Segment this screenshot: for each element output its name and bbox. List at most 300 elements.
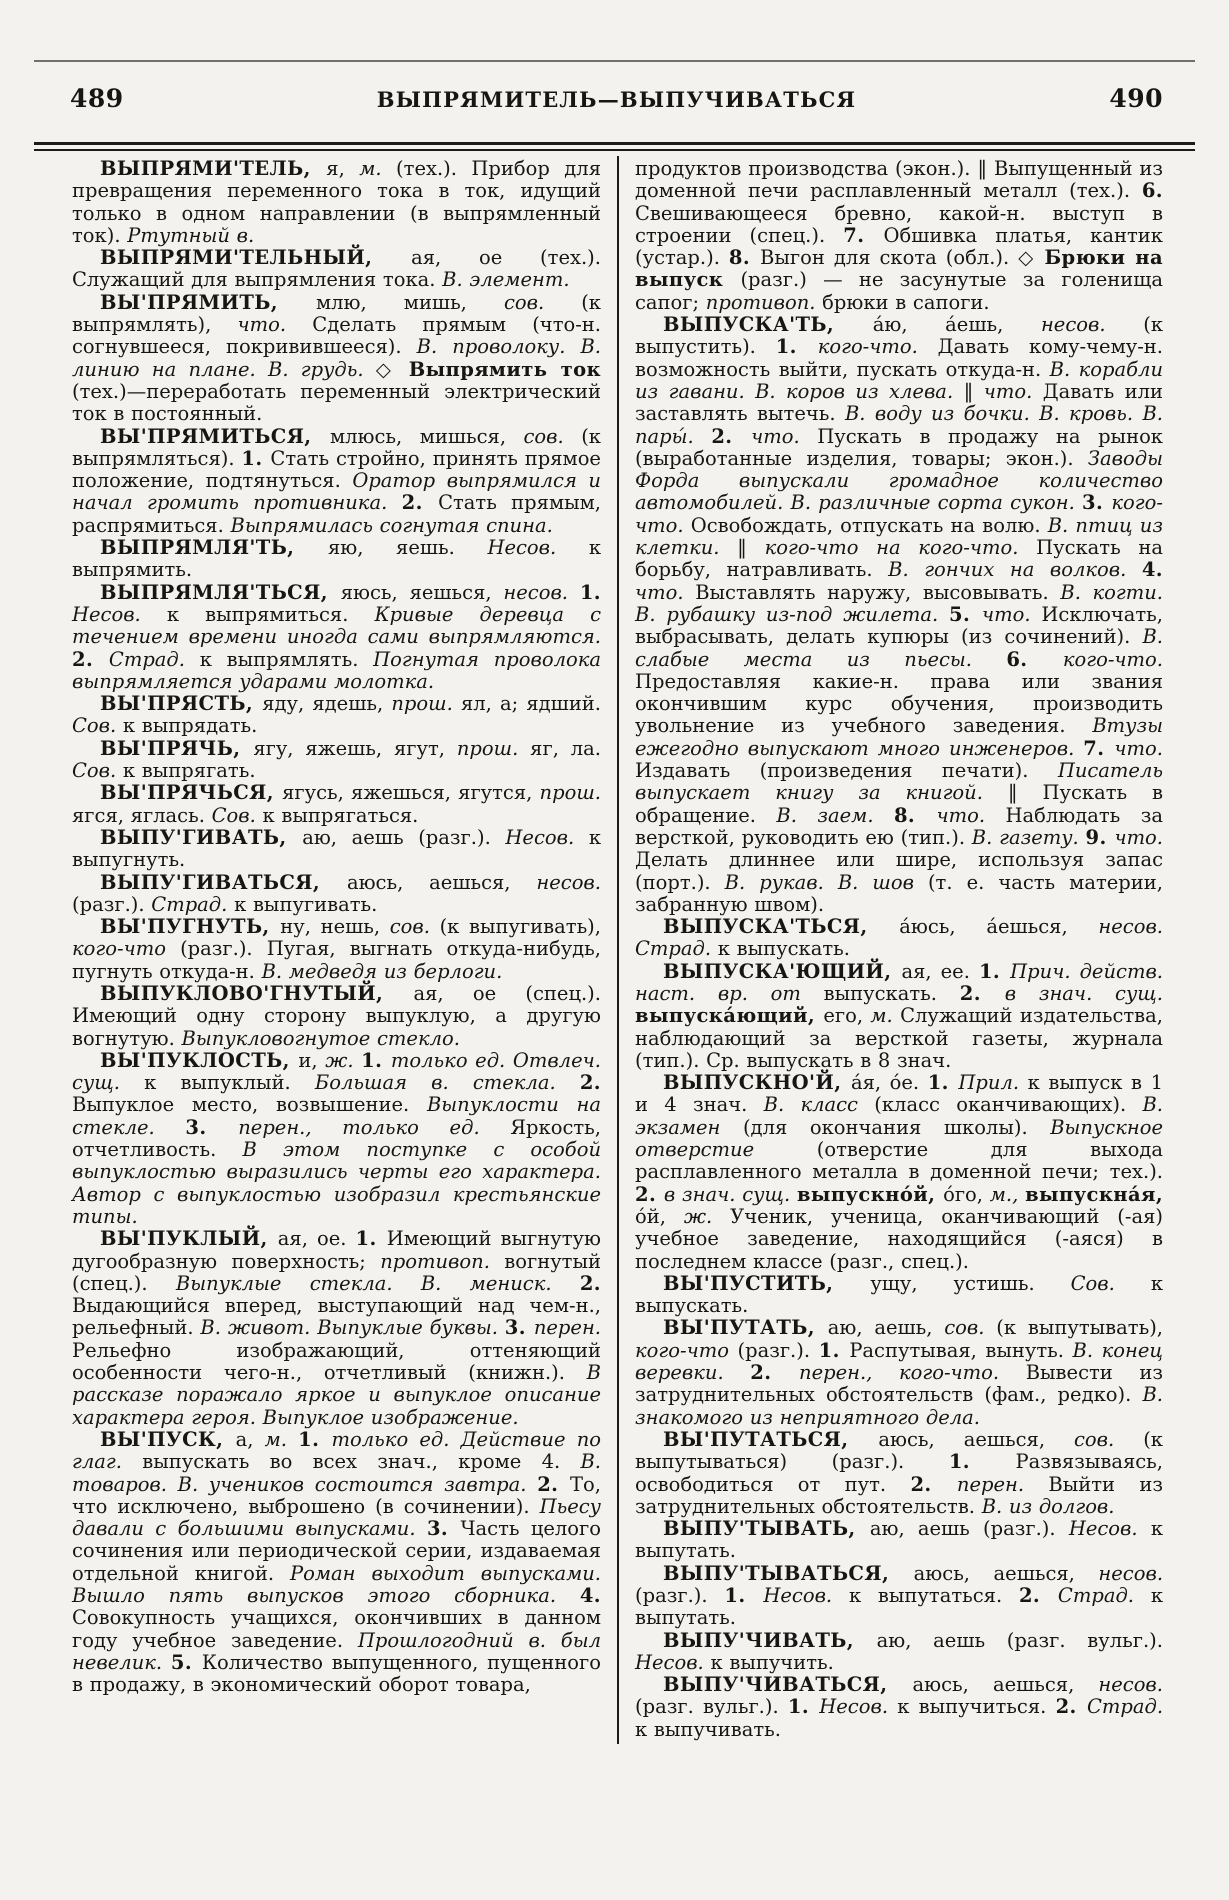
dictionary-entry: [72, 247, 601, 292]
entry-italic-text: перен., кого-что.: [799, 1361, 1026, 1385]
entry-bold-text: ВЫПУ'ТЫВАТЬСЯ,: [663, 1561, 914, 1585]
entry-text: ◇: [375, 357, 409, 381]
entry-text: и,: [298, 1048, 326, 1072]
entry-text: а́юсь, а́ешься,: [899, 915, 1099, 939]
entry-italic-text: сов.: [944, 1316, 997, 1340]
entry-bold-text: ВЫПУСКНО'Й,: [663, 1071, 851, 1095]
entry-bold-text: ВЫПРЯМИ'ТЕЛЬНЫЙ,: [100, 246, 412, 270]
entry-text: аю, аешь (разг.).: [302, 825, 506, 849]
entry-text: к выпугивать.: [234, 892, 378, 916]
entry-bold-text: 1.: [724, 1584, 764, 1607]
entry-bold-text: Брюки на выпуск: [635, 246, 1164, 292]
entry-italic-text: несов. Страд.: [635, 915, 1163, 961]
entry-text: Обшивка платья, кантик (устар.).: [635, 223, 1163, 270]
entry-italic-text: Прич. действ. наст. вр. от: [635, 959, 1163, 1005]
entry-text: ягся, яглась.: [72, 803, 212, 827]
dictionary-entry: [72, 582, 601, 693]
entry-text: ял, а; ядший.: [460, 692, 602, 716]
entry-bold-text: 2.: [959, 981, 1005, 1005]
entry-bold-text: 8.: [893, 803, 937, 827]
entry-bold-text: 1.: [978, 959, 1011, 983]
entry-italic-text: Страд.: [1086, 1695, 1164, 1719]
entry-italic-text: В. рукав. В. шов: [724, 870, 928, 894]
entry-bold-text: 1.: [361, 1048, 391, 1072]
dictionary-entry: [72, 1429, 601, 1697]
entry-text: яду, ядешь,: [262, 692, 392, 716]
entry-italic-text: Роман выходит выпусками. Вышло пять выпусков этого сборника.: [72, 1561, 601, 1607]
entry-text: (т. е. часть материи, забранную швом).: [635, 870, 1163, 916]
entry-text: Рельефно изображающий, оттеняющий особенности чего-н., отчетливый (книжн.).: [72, 1338, 601, 1385]
page-top-edge-rule: [34, 60, 1195, 62]
entry-italic-text: В. класс: [763, 1093, 875, 1117]
entry-italic-text: Несов.: [487, 536, 589, 560]
dictionary-entry: [635, 1563, 1163, 1630]
entry-text: Яркость, отчетливость.: [72, 1115, 601, 1162]
entry-italic-text: что.: [982, 602, 1042, 626]
entry-bold-text: 3.: [426, 1517, 461, 1541]
entry-text: ая, ое (тех.). Служащий для выпрямления тока.: [72, 246, 601, 292]
entry-bold-text: ВЫ'ПУГНУТЬ,: [100, 915, 281, 939]
entry-text: млю, мишь,: [316, 290, 504, 314]
entry-italic-text: Прошлогодний в. был невелик.: [72, 1628, 602, 1674]
entry-text: ‖: [963, 379, 984, 403]
entry-text: (тех.)—переработать переменный электрический ток в постоянный.: [72, 379, 601, 426]
dictionary-entry: [72, 292, 601, 426]
entry-text: (разг.).: [72, 892, 152, 916]
entry-text: Сделать прямым (что-н. согнувшееся, покривившееся).: [72, 313, 602, 359]
entry-text: Имеющий выгнутую дугообразную поверхность;: [72, 1227, 601, 1273]
entry-bold-text: ВЫ'ПУКЛЫЙ,: [100, 1227, 278, 1251]
dictionary-entry: [635, 1518, 1163, 1563]
entry-bold-text: 2.: [711, 424, 752, 448]
entry-bold-text: ВЫ'ПРЯМИТЬ,: [100, 290, 316, 314]
entry-bold-text: 9.: [1085, 825, 1115, 849]
entry-text: его,: [823, 1004, 871, 1028]
entry-italic-text: Сов.: [211, 803, 263, 827]
entry-italic-text: кого-что.: [817, 335, 938, 359]
entry-text: выпускать.: [823, 981, 960, 1005]
entry-text: ‖ Пускать в обращение.: [635, 781, 1163, 827]
dictionary-entry: [72, 738, 601, 783]
entry-bold-text: 2.: [537, 1472, 571, 1496]
entry-bold-text: ВЫПУСКА'ЮЩИЙ,: [663, 959, 902, 983]
dictionary-entry: [635, 916, 1163, 961]
entry-text: Выставлять наружу, высовывать.: [695, 580, 1061, 604]
entry-text: к выпутать.: [635, 1517, 1163, 1563]
entry-bold-text: 1.: [241, 446, 271, 470]
entry-bold-text: ВЫПУСКА'ТЬСЯ,: [663, 915, 900, 939]
entry-bold-text: 1.: [579, 580, 602, 604]
entry-italic-text: прош.: [391, 692, 461, 716]
entry-bold-text: 1.: [948, 1450, 1016, 1474]
entry-text: Наблюдать за версткой, руководить ею (тип.).: [635, 803, 1163, 849]
entry-italic-text: В. корабли из гавани. В. коров из хлева.: [635, 357, 1163, 403]
entry-text: аюсь, аешься,: [878, 1427, 1074, 1451]
entry-italic-text: Выпукловогнутое стекло.: [181, 1026, 460, 1050]
entry-italic-text: прош.: [539, 781, 601, 805]
entry-text: Свешивающееся бревно, какой-н. выступ в строении (спец.).: [635, 201, 1163, 247]
entry-italic-text: в знач. сущ.: [1004, 981, 1163, 1005]
entry-italic-text: несов.: [536, 870, 601, 894]
entry-italic-text: Писатель выпускает книгу за книгой.: [635, 759, 1163, 805]
entry-text: Делать длиннее или шире, используя запас (порт.).: [635, 848, 1163, 894]
entry-bold-text: 6.: [1006, 647, 1063, 671]
dictionary-entry: [635, 158, 1163, 314]
entry-italic-text: что.: [237, 313, 313, 337]
entry-text: Издавать (произведения печати).: [635, 759, 1058, 783]
entry-italic-text: Страд.: [1057, 1584, 1151, 1607]
entry-bold-text: 2.: [401, 491, 439, 515]
entry-text: к выпрягать.: [122, 759, 256, 783]
entry-text: аюсь, аешься,: [912, 1673, 1099, 1697]
entry-text: Давать кому-чему-н. возможность выйти, пускать откуда-н.: [635, 335, 1164, 381]
header-double-rule: [34, 142, 1195, 151]
entry-bold-text: ВЫ'ПРЯМИТЬСЯ,: [100, 424, 330, 448]
entry-text: к выпрямлять.: [199, 647, 374, 671]
entry-italic-text: В. птиц из клетки.: [635, 513, 1163, 560]
entry-italic-text: м.: [870, 1004, 901, 1028]
entry-italic-text: что.: [936, 803, 1006, 827]
entry-italic-text: В. когти. В. рубашку из-под жилета.: [635, 580, 1163, 626]
entry-bold-text: ВЫПРЯМЛЯ'ТЬСЯ,: [100, 580, 341, 604]
entry-text: яюсь, яешься,: [340, 580, 504, 604]
entry-bold-text: 2.: [72, 647, 109, 671]
entry-italic-text: Сов.: [72, 714, 123, 738]
entry-italic-text: В. медведя из берлоги.: [261, 959, 503, 983]
dictionary-entry: [72, 827, 601, 872]
entry-bold-text: ВЫПУ'ГИВАТЬСЯ,: [100, 870, 347, 894]
right-column: [617, 158, 1163, 1741]
entry-text: а,: [235, 1427, 265, 1451]
entry-text: (к выпрямляться).: [72, 424, 601, 470]
entry-italic-text: В. гончих на волков.: [888, 558, 1142, 582]
entry-text: (тех.). Прибор для превращения переменного тока в ток, идущий только в одном направлении (в выпрямленный ток).: [72, 157, 601, 247]
entry-italic-text: несов.: [1098, 1673, 1163, 1697]
entry-bold-text: 2.: [579, 1071, 602, 1095]
entry-bold-text: ВЫПУ'ТЫВАТЬ,: [663, 1517, 870, 1541]
entry-text: ягусь, яжешься, ягутся,: [282, 781, 540, 805]
dictionary-entry: [72, 158, 601, 247]
dictionary-entry: [635, 1674, 1163, 1741]
entry-bold-text: 6.: [1141, 179, 1163, 203]
entry-text: к выпуск в 1 и 4 знач.: [635, 1071, 1163, 1117]
entry-italic-text: В. проволоку. В. линию на плане. В. грудь.: [72, 335, 601, 381]
entry-bold-text: 4.: [579, 1584, 601, 1607]
entry-italic-text: что.: [983, 379, 1043, 403]
text-columns: [72, 158, 1163, 1741]
entry-italic-text: Несов.: [635, 1650, 711, 1674]
entry-italic-text: В рассказе поражало яркое и выпуклое описание характера героя. Выпуклое изображение.: [72, 1361, 601, 1429]
entry-italic-text: Ртутный в.: [127, 223, 255, 247]
entry-italic-text: Выпрямилась согнутая спина.: [230, 513, 553, 537]
entry-bold-text: 5.: [949, 602, 982, 626]
entry-bold-text: ВЫПУ'ГИВАТЬ,: [100, 825, 303, 849]
running-title: ВЫПРЯМИТЕЛЬ—ВЫПУЧИВАТЬСЯ: [376, 87, 857, 112]
entry-text: млюсь, мишься,: [329, 424, 524, 448]
entry-bold-text: 1.: [298, 1427, 332, 1451]
entry-text: Вывести из затруднительных обстоятельств (фам., редко).: [635, 1361, 1164, 1407]
entry-text: яг, ла.: [530, 736, 601, 760]
entry-italic-text: м.,: [989, 1182, 1026, 1206]
entry-text: ая, ее.: [901, 959, 979, 983]
dictionary-entry: [72, 1228, 601, 1429]
entry-italic-text: Несов.: [505, 825, 589, 849]
entry-italic-text: В. из долгов.: [981, 1494, 1115, 1518]
entry-text: (класс оканчивающих).: [874, 1093, 1143, 1117]
entry-text: ущу, устишь.: [870, 1271, 1071, 1295]
entry-bold-text: ВЫПУ'ЧИВАТЬСЯ,: [663, 1673, 913, 1697]
entry-text: к выпрямиться.: [166, 602, 375, 626]
entry-italic-text: кого-что.: [1062, 647, 1163, 671]
entry-bold-text: ВЫПУСКА'ТЬ,: [663, 313, 873, 337]
entry-italic-text: Оратор выпрямился и начал громить противника.: [72, 469, 601, 515]
entry-text: к выпучивать.: [635, 1717, 781, 1741]
entry-bold-text: ВЫ'ПУСК,: [100, 1427, 236, 1451]
dictionary-entry: [72, 426, 601, 537]
entry-italic-text: перен.: [956, 1472, 1049, 1496]
page-number-left: 489: [70, 84, 124, 113]
entry-italic-text: В этом поступке с особой выпуклостью выразились черты его характера. Автор с выпуклостью изобразил крестьянские типы.: [72, 1138, 601, 1228]
entry-italic-text: ж.: [325, 1048, 362, 1072]
entry-text: (к выпутываться) (разг.).: [635, 1427, 1163, 1474]
entry-bold-text: 2.: [910, 1472, 957, 1496]
entry-text: Распутывая, вынуть.: [849, 1338, 1073, 1362]
dictionary-entry: [72, 537, 601, 582]
entry-text: Ученик, ученица, оканчивающий (-ая) учебное заведение, находящийся (-аяся) в последнем классе (разг., спец.).: [635, 1204, 1163, 1273]
entry-italic-text: кого-что: [635, 1338, 738, 1362]
dictionary-entry: [635, 1630, 1163, 1675]
entry-text: Исключать, выбрасывать, делать купюры (из сочинений).: [635, 602, 1163, 649]
entry-italic-text: сов.: [1074, 1427, 1144, 1451]
entry-text: Часть целого сочинения или периодической серии, издаваемая отдельной книгой.: [72, 1517, 601, 1585]
entry-bold-text: 2.: [1055, 1695, 1087, 1719]
entry-bold-text: 3.: [1082, 491, 1112, 515]
entry-italic-text: Несов.: [763, 1584, 849, 1607]
entry-text: выпускать во всех знач., кроме 4.: [142, 1450, 581, 1474]
entry-bold-text: 8.: [728, 246, 761, 270]
entry-bold-text: ВЫПУКЛОВО'ГНУТЫЙ,: [100, 981, 414, 1005]
entry-bold-text: ВЫ'ПРЯЧЬ,: [100, 736, 254, 760]
entry-text: (для окончания школы).: [742, 1115, 1051, 1139]
entry-italic-text: Втузы ежегодно выпускают много инженеров.: [635, 714, 1163, 760]
entry-text: ‖: [737, 536, 765, 560]
entry-text: Выйти из затруднительных обстоятельств.: [635, 1472, 1163, 1518]
entry-text: ягу, яжешь, ягут,: [253, 736, 457, 760]
entry-text: к выпрягаться.: [262, 803, 419, 827]
entry-text: аюсь, аешься,: [346, 870, 537, 894]
entry-italic-text: Погнутая проволока выпрямляется ударами молотка.: [72, 647, 602, 693]
entry-text: аю, аешь (разг. вульг.).: [876, 1628, 1163, 1652]
entry-bold-text: ВЫПУ'ЧИВАТЬ,: [663, 1628, 877, 1652]
entry-italic-text: В. элемент.: [442, 268, 570, 292]
dictionary-entry: [635, 314, 1163, 916]
entry-bold-text: 2.: [750, 1361, 800, 1385]
entry-text: ая, ое.: [277, 1227, 356, 1251]
entry-italic-text: ж.: [683, 1204, 731, 1228]
entry-italic-text: Выпуклости на стекле.: [72, 1093, 601, 1139]
entry-italic-text: несов.: [1040, 313, 1144, 337]
entry-italic-text: В. конец веревки.: [635, 1338, 1163, 1385]
entry-italic-text: несов.: [1098, 1561, 1164, 1585]
dictionary-entry: [635, 961, 1163, 1072]
entry-italic-text: Выпускное отверстие: [635, 1115, 1163, 1162]
entry-text: Пускать в продажу на рынок (выработанные изделия, товары; экон.).: [635, 424, 1163, 470]
entry-bold-text: выпускно́й,: [796, 1182, 944, 1206]
dictionary-entry: [635, 1072, 1163, 1273]
entry-text: к выпутать.: [635, 1584, 1163, 1630]
entry-bold-text: ВЫ'ПУТАТЬСЯ,: [663, 1427, 879, 1451]
entry-text: к выпучиться.: [897, 1695, 1056, 1719]
page-header: [70, 84, 1163, 113]
entry-bold-text: 1.: [355, 1227, 387, 1251]
entry-text: к выпускать.: [717, 937, 850, 961]
entry-italic-text: В. знакомого из неприятного дела.: [635, 1383, 1163, 1429]
entry-italic-text: Большая в. стекла.: [314, 1071, 580, 1095]
entry-italic-text: Пьесу давали с большими выпусками.: [72, 1494, 601, 1541]
entry-text: (к выпрямлять),: [72, 290, 601, 337]
entry-bold-text: ВЫ'ПУСТИТЬ,: [663, 1271, 871, 1295]
entry-text: Развязываясь, освободиться от пут.: [635, 1450, 1163, 1496]
entry-text: Выдающийся вперед, выступающий над чем-н., рельефный.: [72, 1294, 601, 1340]
entry-bold-text: выпуска́ющий,: [635, 1004, 824, 1028]
entry-italic-text: кого-что на кого-что.: [764, 536, 1037, 560]
entry-italic-text: сов.: [523, 424, 582, 448]
entry-bold-text: 2.: [1018, 1584, 1058, 1607]
entry-bold-text: 3.: [504, 1316, 534, 1340]
entry-italic-text: кого-что: [72, 937, 181, 961]
entry-bold-text: ВЫ'ПУКЛОСТЬ,: [100, 1048, 299, 1072]
entry-text: к выпугнуть.: [72, 825, 601, 872]
dictionary-entry: [72, 983, 601, 1050]
entry-italic-text: только ед. Отвлеч. сущ.: [72, 1048, 601, 1095]
dictionary-entry: [72, 782, 601, 827]
entry-bold-text: 1.: [787, 1695, 820, 1719]
dictionary-entry: [635, 1429, 1163, 1518]
entry-bold-text: ВЫ'ПРЯСТЬ,: [100, 692, 263, 716]
entry-text: к выпрямить.: [72, 536, 601, 582]
left-column: [72, 158, 617, 1741]
entry-bold-text: 7.: [1083, 736, 1115, 760]
entry-text: к выпускать.: [635, 1271, 1163, 1318]
entry-text: о́й,: [635, 1204, 684, 1228]
entry-text: ая, ое (спец.). Имеющий одну сторону выпуклую, а другую вогнутую.: [72, 981, 601, 1050]
entry-text: (разг.).: [737, 1338, 819, 1362]
entry-text: Совокупность учащихся, окончивших в данном году учебное заведение.: [72, 1606, 601, 1652]
entry-italic-text: В. воду из бочки. В. кровь. В. пары́.: [635, 402, 1163, 448]
page-number-right: 490: [1109, 84, 1163, 113]
entry-italic-text: противоп.: [380, 1249, 505, 1273]
entry-italic-text: Заводы Форда выпускали громадное количество автомобилей. В. различные сорта сукон.: [635, 446, 1163, 515]
entry-text: я,: [326, 157, 360, 180]
entry-italic-text: что.: [751, 424, 818, 448]
entry-text: брюки в сапоги.: [822, 290, 990, 314]
entry-text: Стать прямым, распрямиться.: [72, 491, 601, 537]
entry-bold-text: выпускна́я,: [1025, 1182, 1164, 1206]
entry-italic-text: В. заем.: [776, 803, 894, 827]
entry-text: (разг.). Пугая, выгнать откуда-нибудь, пугнуть откуда-н.: [72, 937, 601, 983]
entry-italic-text: сов.: [503, 290, 582, 314]
entry-text: аю, аешь (разг.).: [869, 1517, 1069, 1541]
entry-italic-text: м.: [264, 1427, 299, 1451]
entry-bold-text: ВЫПРЯМЛЯ'ТЬ,: [100, 536, 328, 560]
dictionary-entry: [635, 1317, 1163, 1428]
entry-italic-text: Несов.: [1068, 1517, 1151, 1541]
entry-italic-text: В. товаров. В. учеников состоится завтра.: [72, 1450, 601, 1496]
entry-bold-text: ВЫПРЯМИ'ТЕЛЬ,: [100, 157, 327, 180]
entry-italic-text: Несов.: [819, 1695, 898, 1719]
entry-text: (к выпугивать),: [439, 915, 601, 939]
entry-text: ну, нешь,: [280, 915, 390, 939]
entry-text: (разг.) — не засунутые за голенища сапог;: [635, 268, 1163, 314]
entry-italic-text: В. живот. Выпуклые буквы.: [200, 1316, 505, 1340]
entry-italic-text: несов.: [503, 580, 580, 604]
entry-text: Выпуклое место, возвышение.: [72, 1093, 427, 1117]
dictionary-entry: [72, 1050, 601, 1228]
entry-text: (отверстие для выхода расплавленного металла в доменной печи; тех.).: [635, 1138, 1164, 1184]
entry-italic-text: кого-что.: [635, 491, 1163, 537]
entry-italic-text: Сов.: [1070, 1271, 1151, 1295]
entry-text: (к выпутывать),: [996, 1316, 1163, 1340]
entry-italic-text: Несов.: [72, 602, 167, 626]
entry-italic-text: м.: [359, 157, 397, 180]
entry-bold-text: 5.: [170, 1650, 202, 1674]
entry-bold-text: 7.: [843, 223, 884, 247]
dictionary-entry: [72, 693, 601, 738]
entry-bold-text: Выпрямить ток: [408, 357, 601, 381]
entry-bold-text: 3.: [185, 1115, 239, 1139]
dictionary-entry: [635, 1273, 1163, 1318]
entry-italic-text: противоп.: [705, 290, 823, 314]
entry-italic-text: В. экзамен: [635, 1093, 1163, 1139]
entry-bold-text: 1.: [927, 1071, 959, 1095]
entry-bold-text: 4.: [1141, 558, 1163, 582]
entry-text: (к выпустить).: [635, 313, 1164, 359]
entry-bold-text: 2.: [579, 1271, 601, 1295]
entry-text: аюсь, аешься,: [913, 1561, 1099, 1585]
entry-italic-text: Страд.: [108, 647, 200, 671]
entry-text: Количество выпущенного, пущенного в продажу, в экономический оборот товара,: [72, 1650, 601, 1697]
entry-text: Давать или заставлять вытечь.: [635, 379, 1164, 426]
entry-italic-text: Сов.: [72, 759, 123, 783]
entry-text: Стать стройно, принять прямое положение, подтянуться.: [72, 446, 601, 493]
entry-text: к выпутаться.: [848, 1584, 1019, 1607]
entry-italic-text: что.: [1114, 825, 1163, 849]
entry-text: Выгон для скота (обл.). ◇: [760, 246, 1045, 270]
entry-italic-text: прош.: [456, 736, 531, 760]
dictionary-entry: [72, 872, 601, 917]
entry-italic-text: В. слабые места из пьесы.: [635, 625, 1163, 671]
entry-text: а́ю, а́ешь,: [872, 313, 1041, 337]
entry-text: вогнутый (спец.).: [72, 1249, 601, 1295]
entry-italic-text: перен.: [533, 1316, 601, 1340]
entry-text: (разг.).: [635, 1584, 725, 1607]
entry-bold-text: 1.: [818, 1338, 850, 1362]
entry-text: а́я, о́е.: [850, 1071, 928, 1095]
entry-italic-text: Выпуклые стекла. В. мениск.: [175, 1271, 580, 1295]
entry-italic-text: В. газету.: [971, 825, 1086, 849]
entry-text: к выпучить.: [710, 1650, 834, 1674]
entry-text: Пускать на борьбу, натравливать.: [635, 536, 1163, 582]
entry-italic-text: Прил.: [958, 1071, 1028, 1095]
entry-italic-text: перен., только ед.: [238, 1115, 511, 1139]
entry-bold-text: ВЫ'ПРЯЧЬСЯ,: [100, 781, 283, 805]
entry-italic-text: Кривые деревца с течением времени иногда сами выпрямляются.: [72, 602, 601, 649]
entry-italic-text: сов.: [389, 915, 440, 939]
entry-text: яю, яешь.: [327, 536, 488, 560]
entry-text: продуктов производства (экон.). ‖ Выпущенный из доменной печи расплавленный металл (тех.).: [635, 157, 1163, 203]
entry-bold-text: 2.: [635, 1182, 664, 1206]
entry-italic-text: в знач. сущ.: [663, 1182, 797, 1206]
